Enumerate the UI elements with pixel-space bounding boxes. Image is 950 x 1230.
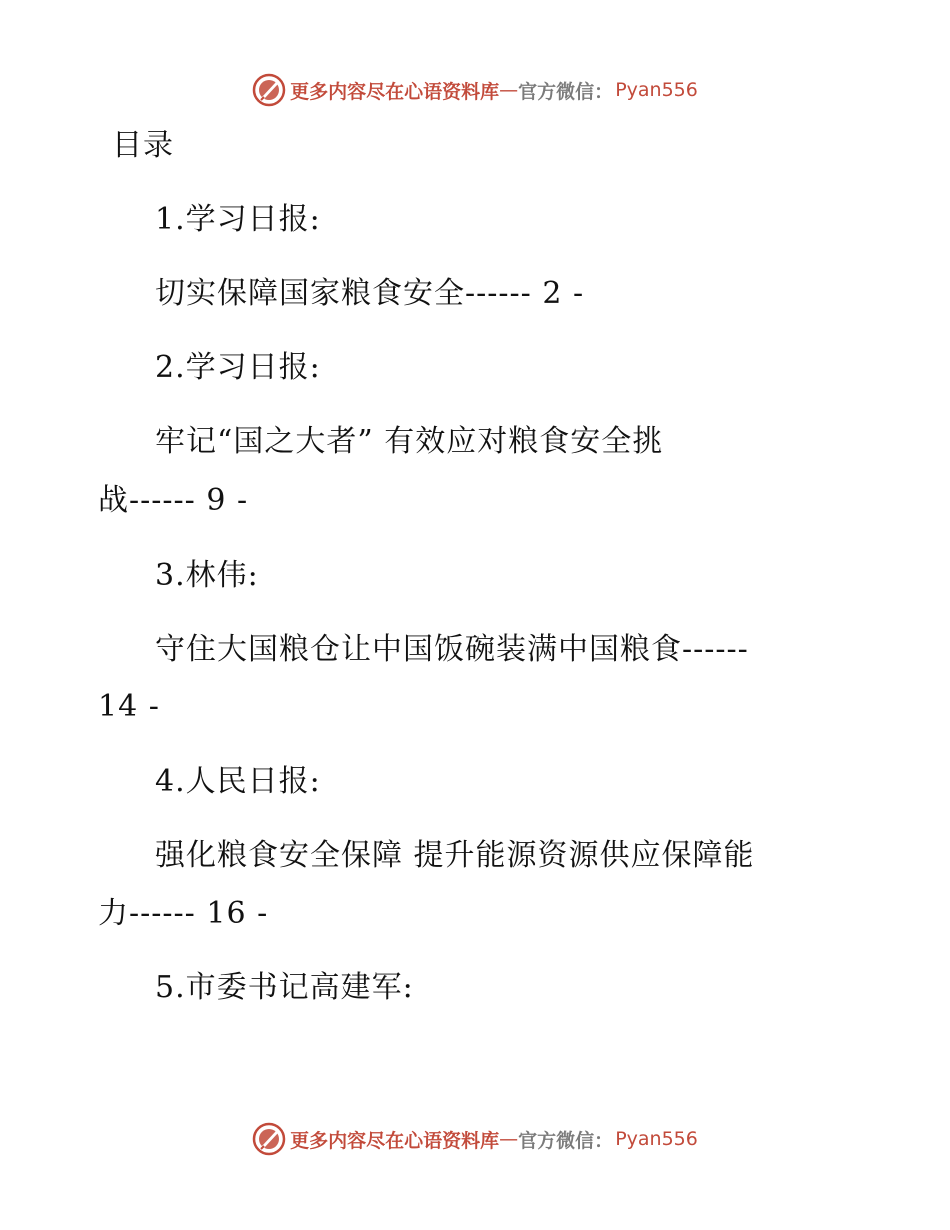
header-watermark-banner (0, 70, 950, 110)
toc-item-3-title: 守住大国粮仓让中国饭碗装满中国粮食------ (155, 632, 749, 667)
toc-item-4-title-cont: 力------ 16 - (98, 896, 269, 931)
banner-main-text: 更多内容尽在心语资料库 (290, 1129, 500, 1152)
banner-sub-text: 官方微信： (518, 1129, 614, 1152)
banner-dash: — (499, 79, 519, 101)
toc-item-3-title-cont: 14 - (98, 689, 160, 724)
toc-item-4-title: 强化粮食安全保障 提升能源资源供应保障能 (155, 838, 755, 873)
toc-item-2-title-cont: 战------ 9 - (98, 483, 249, 518)
banner-dash: — (499, 1128, 519, 1150)
banner-wechat-id: Pyan556 (615, 1128, 698, 1150)
banner-wechat-id: Pyan556 (615, 79, 698, 101)
toc-item-3-source: 3.林伟: (155, 558, 259, 593)
toc-heading: 目录 (112, 128, 174, 163)
toc-item-1-source: 1.学习日报: (155, 202, 321, 237)
quill-seal-icon (252, 73, 286, 107)
toc-item-2-source: 2.学习日报: (155, 350, 321, 385)
banner-sub-text: 官方微信： (518, 80, 614, 103)
quill-seal-icon (252, 1122, 286, 1156)
footer-watermark-banner (0, 1119, 950, 1159)
banner-main-text: 更多内容尽在心语资料库 (290, 80, 500, 103)
toc-item-1-title: 切实保障国家粮食安全------ 2 - (155, 276, 585, 311)
toc-item-4-source: 4.人民日报: (155, 764, 321, 799)
toc-item-5-source: 5.市委书记高建军: (155, 970, 414, 1005)
toc-item-2-title: 牢记“国之大者” 有效应对粮食安全挑 (155, 424, 664, 459)
